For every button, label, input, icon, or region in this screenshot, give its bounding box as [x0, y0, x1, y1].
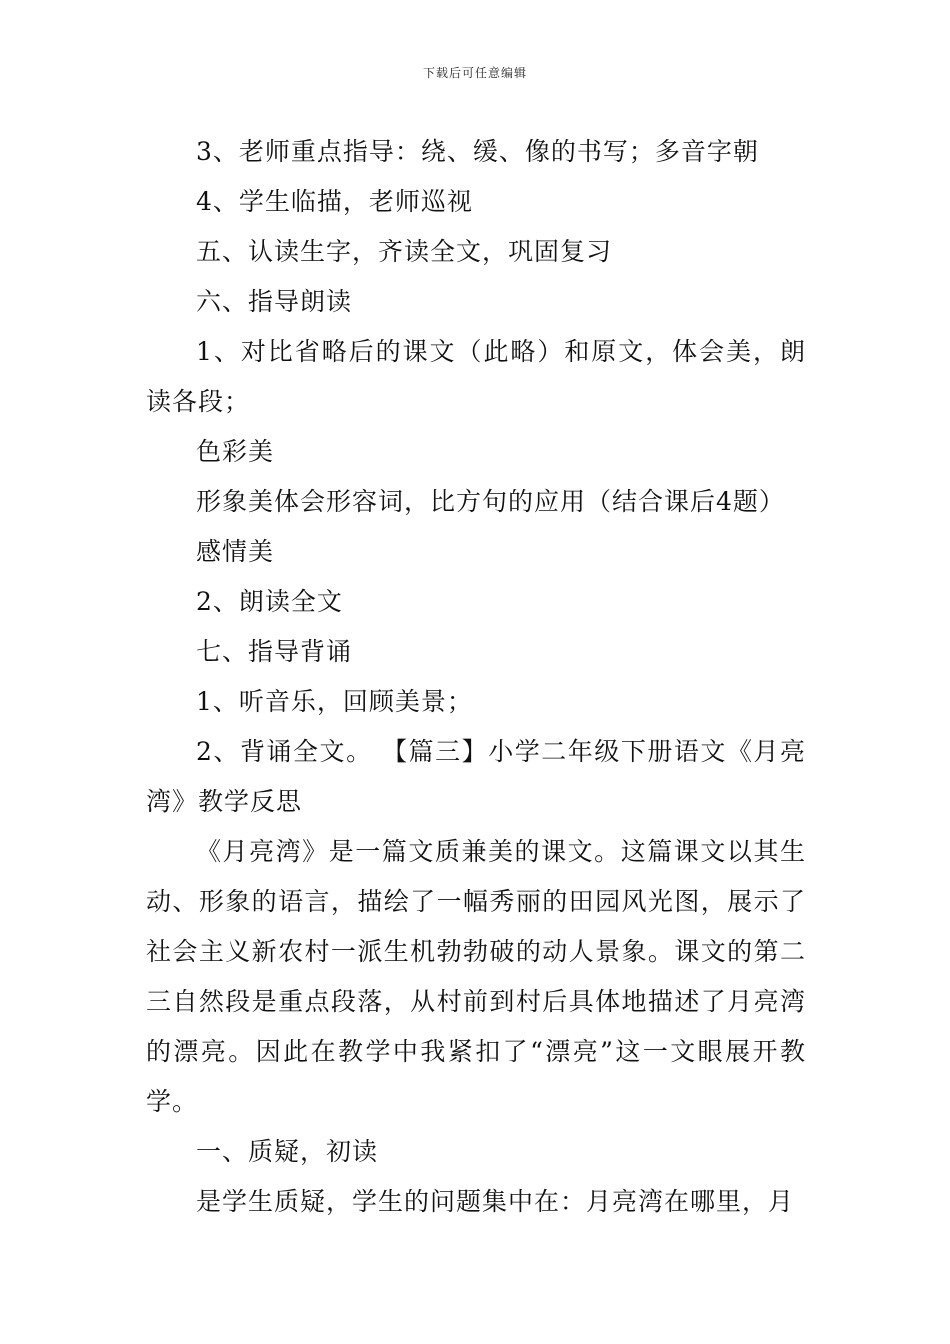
paragraph: 五、认读生字，齐读全文，巩固复习: [196, 237, 613, 266]
document-body: [146, 127, 806, 1227]
paragraph: 一、质疑，初读: [196, 1137, 379, 1166]
paragraph: 1、对比省略后的课文（此略）和原文，体会美，朗读各段；: [146, 337, 806, 416]
paragraph: 2、朗读全文: [196, 587, 343, 616]
paragraph: 1、听音乐，回顾美景；: [196, 687, 473, 716]
paragraph: 色彩美: [196, 437, 275, 466]
paragraph: 是学生质疑，学生的问题集中在：月亮湾在哪里，月: [196, 1187, 795, 1216]
paragraph: 3、老师重点指导：绕、缓、像的书写；多音字朝: [196, 137, 759, 166]
paragraph: 《月亮湾》是一篇文质兼美的课文。这篇课文以其生动、形象的语言，描绘了一幅秀丽的田园风光图，展示了社会主义新农村一派生机勃勃破的动人景象。课文的第二三自然段是重点段落，从村前到村后具体地描述了月亮湾的漂亮。因此在教学中我紧扣了“漂亮”这一文眼展开教学。: [146, 837, 806, 1116]
paragraph: 感情美: [196, 537, 275, 566]
paragraph: 2、背诵全文。 【篇三】小学二年级下册语文《月亮湾》教学反思: [146, 737, 806, 816]
paragraph: 七、指导背诵: [196, 637, 353, 666]
paragraph: 六、指导朗读: [196, 287, 353, 316]
paragraph: 4、学生临描，老师巡视: [196, 187, 473, 216]
page-header: 下载后可任意编辑: [422, 66, 527, 80]
paragraph: 形象美体会形容词，比方句的应用（结合课后4题）: [196, 487, 785, 516]
